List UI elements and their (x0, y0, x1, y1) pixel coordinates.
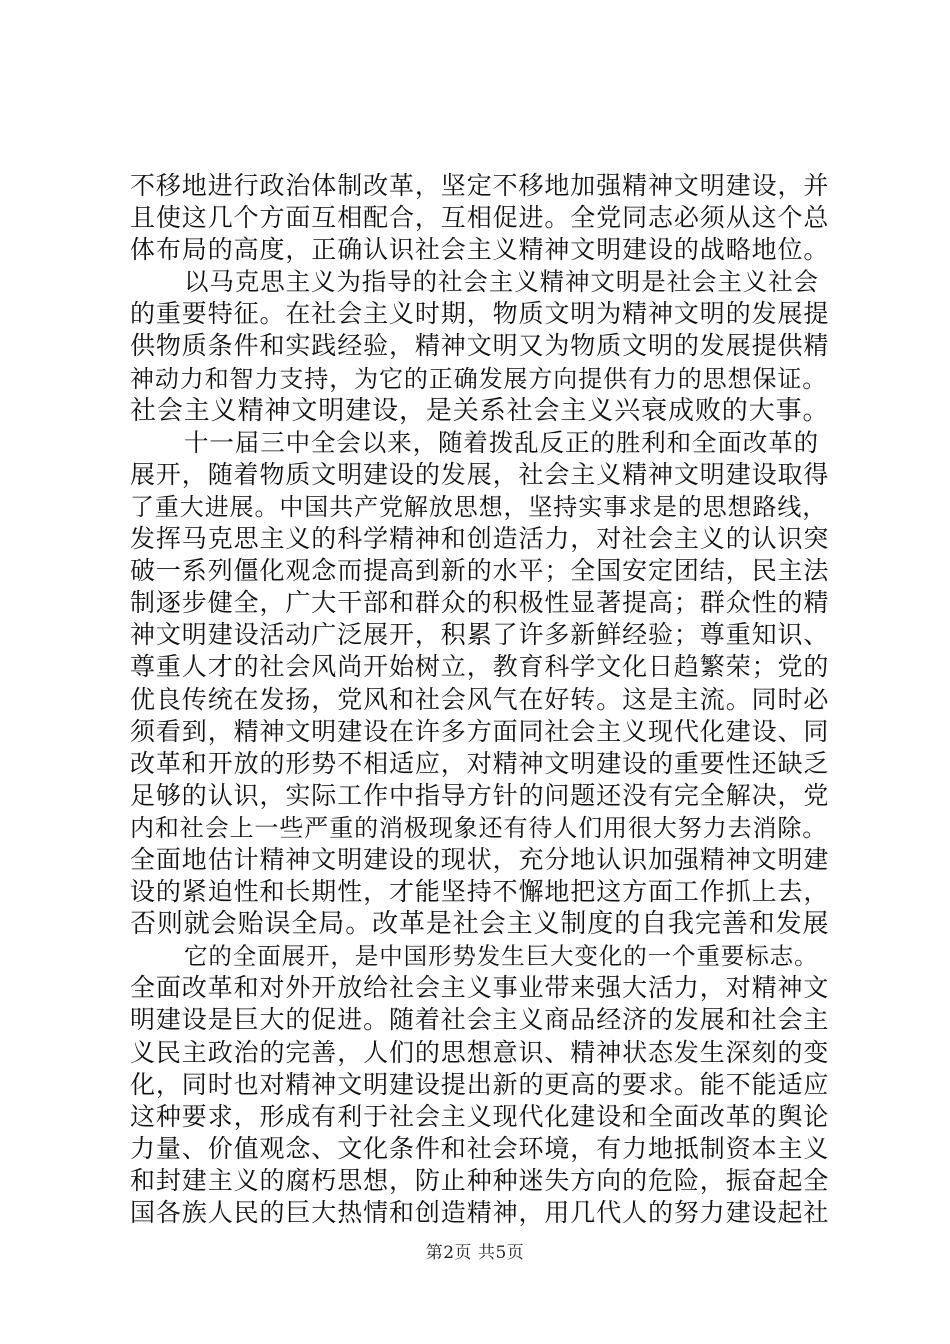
text-line: 体布局的高度，正确认识社会主义精神文明建设的战略地位。 (130, 235, 830, 265)
text-line: 且使这几个方面互相配合，互相促进。全党同志必须从这个总 (130, 203, 830, 233)
page-number-footer: 第2页 共5页 (425, 1243, 525, 1263)
text-line: 供物质条件和实践经验，精神文明又为物质文明的发展提供精 (130, 331, 830, 361)
text-line: 制逐步健全，广大干部和群众的积极性显著提高；群众性的精 (130, 588, 830, 618)
text-line: 全面地估计精神文明建设的现状，充分地认识加强精神文明建 (130, 844, 830, 874)
paragraph-first-line: 它的全面展开，是中国形势发生巨大变化的一个重要标志。 (184, 942, 819, 971)
text-line: 了重大进展。中国共产党解放思想，坚持实事求是的思想路线， (130, 492, 828, 521)
text-line: 改革和开放的形势不相适应，对精神文明建设的重要性还缺乏 (130, 748, 830, 778)
text-line: 和封建主义的腐朽思想，防止种种迷失方向的危险，振奋起全 (130, 1165, 830, 1195)
text-line: 设的紧迫性和长期性，才能坚持不懈地把这方面工作抓上去， (130, 877, 830, 907)
text-line: 发挥马克思主义的科学精神和创造活力，对社会主义的认识突 (130, 524, 830, 554)
text-line: 明建设是巨大的促进。随着社会主义商品经济的发展和社会主 (130, 1005, 830, 1035)
text-line: 国各族人民的巨大热情和创造精神，用几代人的努力建设起社 (130, 1198, 830, 1227)
text-line: 这种要求，形成有利于社会主义现代化建设和全面改革的舆论 (130, 1101, 830, 1131)
text-line: 力量、价值观念、文化条件和社会环境，有力地抵制资本主义 (130, 1133, 830, 1163)
paragraph-first-line: 十一届三中全会以来，随着拨乱反正的胜利和全面改革的 (184, 427, 819, 457)
text-line: 足够的认识，实际工作中指导方针的问题还没有完全解决，党 (130, 780, 830, 810)
text-line: 义民主政治的完善，人们的思想意识、精神状态发生深刻的变 (130, 1037, 830, 1067)
text-line: 展开，随着物质文明建设的发展，社会主义精神文明建设取得 (130, 459, 830, 489)
text-line: 尊重人才的社会风尚开始树立，教育科学文化日趋繁荣；党的 (130, 652, 830, 682)
text-line: 须看到，精神文明建设在许多方面同社会主义现代化建设、同 (130, 716, 830, 746)
text-line: 内和社会上一些严重的消极现象还有待人们用很大努力去消除。 (130, 813, 828, 842)
text-line: 全面改革和对外开放给社会主义事业带来强大活力，对精神文 (130, 973, 830, 1003)
text-line: 神动力和智力支持，为它的正确发展方向提供有力的思想保证。 (130, 364, 828, 393)
text-line: 的重要特征。在社会主义时期，物质文明为精神文明的发展提 (130, 299, 830, 329)
document-body (130, 170, 830, 1229)
text-line: 化，同时也对精神文明建设提出新的更高的要求。能不能适应 (130, 1069, 830, 1099)
paragraph-first-line: 以马克思主义为指导的社会主义精神文明是社会主义社会 (184, 267, 819, 297)
text-line: 否则就会贻误全局。改革是社会主义制度的自我完善和发展 (130, 909, 830, 940)
text-line: 不移地进行政治体制改革，坚定不移地加强精神文明建设，并 (130, 171, 830, 200)
text-line: 神文明建设活动广泛展开，积累了许多新鲜经验；尊重知识、 (130, 620, 830, 650)
text-line: 优良传统在发扬，党风和社会风气在好转。这是主流。同时必 (130, 684, 830, 714)
text-line: 社会主义精神文明建设，是关系社会主义兴衰成败的大事。 (130, 395, 830, 426)
text-line: 破一系列僵化观念而提高到新的水平；全国安定团结，民主法 (130, 556, 830, 586)
